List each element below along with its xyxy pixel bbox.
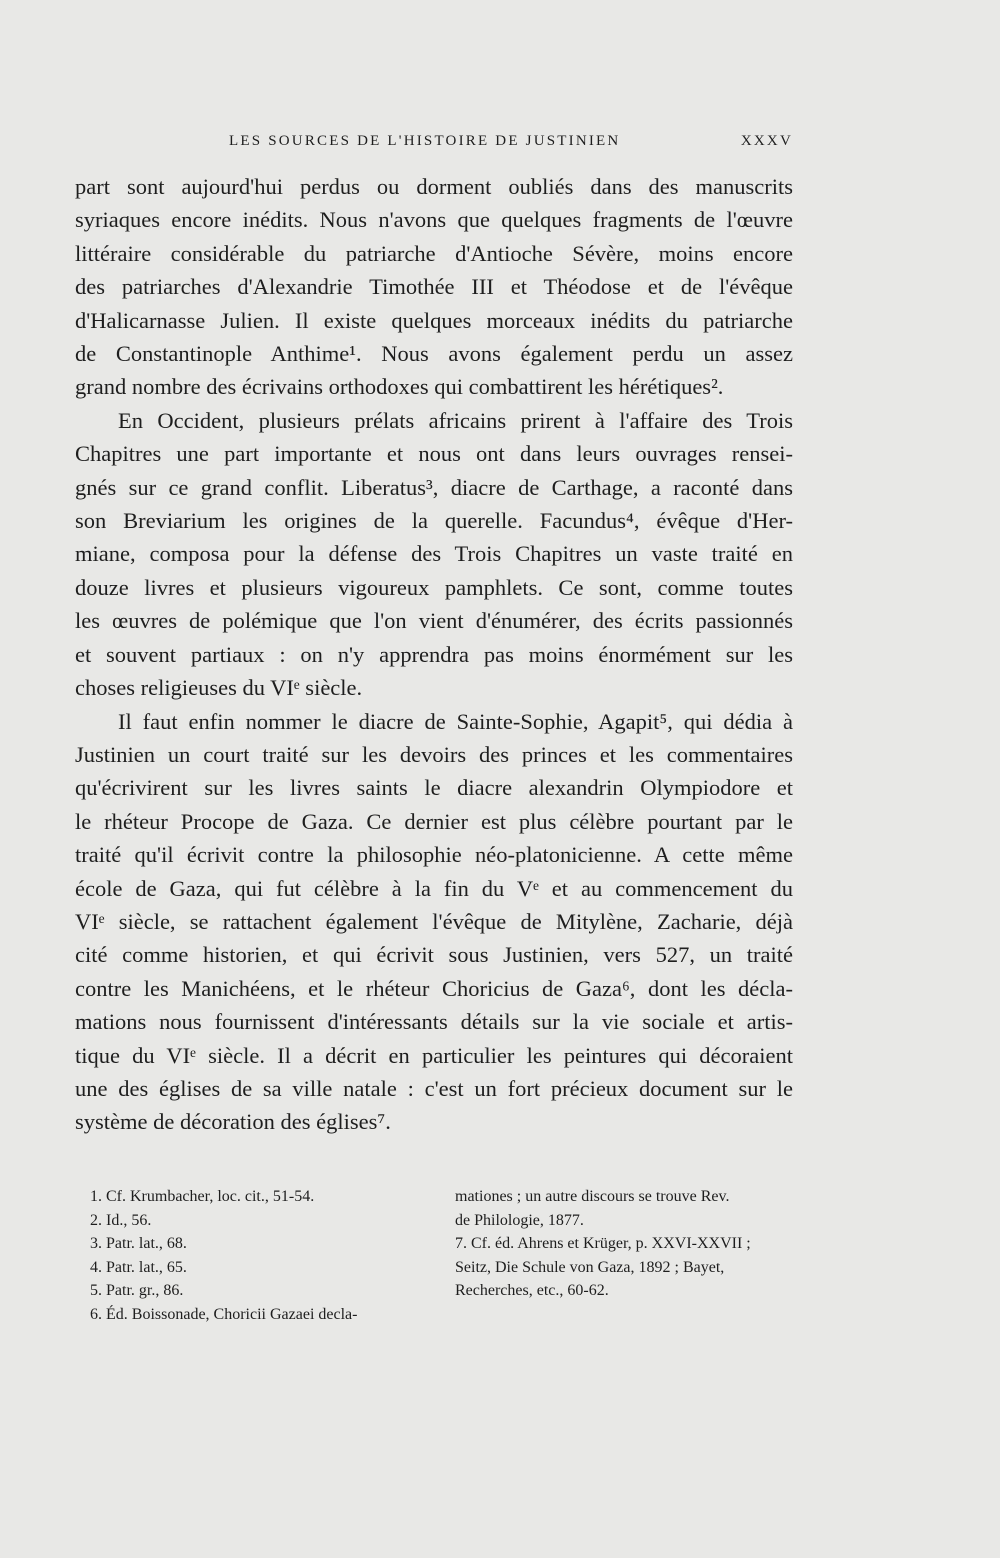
footnote: 5. Patr. gr., 86. <box>90 1282 184 1300</box>
text-line: de Constantinople Anthime¹. Nous avons également perdu un assez <box>75 341 793 367</box>
text-line: VIᵉ siècle, se rattachent également l'évêque de Mitylène, Zacharie, déjà <box>75 908 793 934</box>
footnote: de Philologie, 1877. <box>455 1211 584 1229</box>
text-line: choses religieuses du VIᵉ siècle. <box>75 675 363 701</box>
footnote: 1. Cf. Krumbacher, loc. cit., 51-54. <box>90 1188 315 1205</box>
footnote: 2. Id., 56. <box>90 1211 152 1229</box>
text-line: Il faut enfin nommer le diacre de Sainte-Sophie, Agapit⁵, qui dédia à <box>118 708 793 734</box>
paragraph-1 <box>75 170 793 404</box>
text-line: une des églises de sa ville natale : c'est un fort précieux document sur le <box>75 1075 793 1101</box>
text-line: douze livres et plusieurs vigoureux pamphlets. Ce sont, comme toutes <box>75 574 793 600</box>
paragraph-3 <box>75 705 793 1139</box>
text-line: cité comme historien, et qui écrivit sous Justinien, vers 527, un traité <box>75 942 793 968</box>
text-line: grand nombre des écrivains orthodoxes qui combattirent les hérétiques². <box>75 374 724 400</box>
text-line: des patriarches d'Alexandrie Timothée III et Théodose et de l'évêque <box>75 274 793 300</box>
text-line: école de Gaza, qui fut célèbre à la fin du Vᵉ et au commencement du <box>75 875 793 901</box>
footnotes-left-column <box>90 1185 420 1327</box>
text-line: gnés sur ce grand conflit. Liberatus³, diacre de Carthage, a raconté dans <box>75 474 793 500</box>
text-line: traité qu'il écrivit contre la philosophie néo-platonicienne. A cette même <box>75 842 793 868</box>
footnote: 4. Patr. lat., 65. <box>90 1258 187 1276</box>
text-line: contre les Manichéens, et le rhéteur Choricius de Gaza⁶, dont les décla- <box>75 975 793 1001</box>
text-line: d'Halicarnasse Julien. Il existe quelques morceaux inédits du patriarche <box>75 307 793 333</box>
footnote: mationes ; un autre discours se trouve Rev. <box>455 1188 730 1205</box>
text-line: système de décoration des églises⁷. <box>75 1109 391 1135</box>
text-line: littéraire considérable du patriarche d'Antioche Sévère, moins encore <box>75 240 793 266</box>
text-line: Chapitres une part importante et nous ont dans leurs ouvrages rensei- <box>75 441 793 467</box>
text-line: syriaques encore inédits. Nous n'avons que quelques fragments de l'œuvre <box>75 207 793 233</box>
footnote: 6. Éd. Boissonade, Choricii Gazaei decla- <box>90 1305 358 1323</box>
footnote: Recherches, etc., 60-62. <box>455 1282 609 1300</box>
footnote: 3. Patr. lat., 68. <box>90 1235 187 1253</box>
running-title: LES SOURCES DE L'HISTOIRE DE JUSTINIEN <box>229 133 621 149</box>
footnote: Seitz, Die Schule von Gaza, 1892 ; Bayet, <box>455 1258 725 1276</box>
main-text <box>75 170 793 1139</box>
page-number: XXXV <box>740 133 793 149</box>
paragraph-2 <box>75 404 793 705</box>
text-line: mations nous fournissent d'intéressants détails sur la vie sociale et artis- <box>75 1009 793 1035</box>
footnote: 7. Cf. éd. Ahrens et Krüger, p. XXVI-XXVII ; <box>455 1235 751 1253</box>
text-line: Justinien un court traité sur les devoirs des princes et les commentaires <box>75 741 793 767</box>
text-line: En Occident, plusieurs prélats africains prirent à l'affaire des Trois <box>118 407 793 433</box>
text-line: le rhéteur Procope de Gaza. Ce dernier est plus célèbre pourtant par le <box>75 808 793 834</box>
text-line: tique du VIᵉ siècle. Il a décrit en particulier les peintures qui décoraient <box>75 1042 793 1068</box>
text-line: son Breviarium les origines de la querelle. Facundus⁴, évêque d'Her- <box>75 508 793 534</box>
text-line: miane, composa pour la défense des Trois Chapitres un vaste traité en <box>75 541 793 567</box>
text-line: les œuvres de polémique que l'on vient d'énumérer, des écrits passionnés <box>75 608 793 634</box>
text-line: et souvent partiaux : on n'y apprendra pas moins énormément sur les <box>75 641 793 667</box>
footnotes-right-column <box>455 1185 795 1303</box>
text-line: part sont aujourd'hui perdus ou dorment oubliés dans des manuscrits <box>75 174 793 199</box>
text-line: qu'écrivirent sur les livres saints le diacre alexandrin Olympiodore et <box>75 775 793 801</box>
